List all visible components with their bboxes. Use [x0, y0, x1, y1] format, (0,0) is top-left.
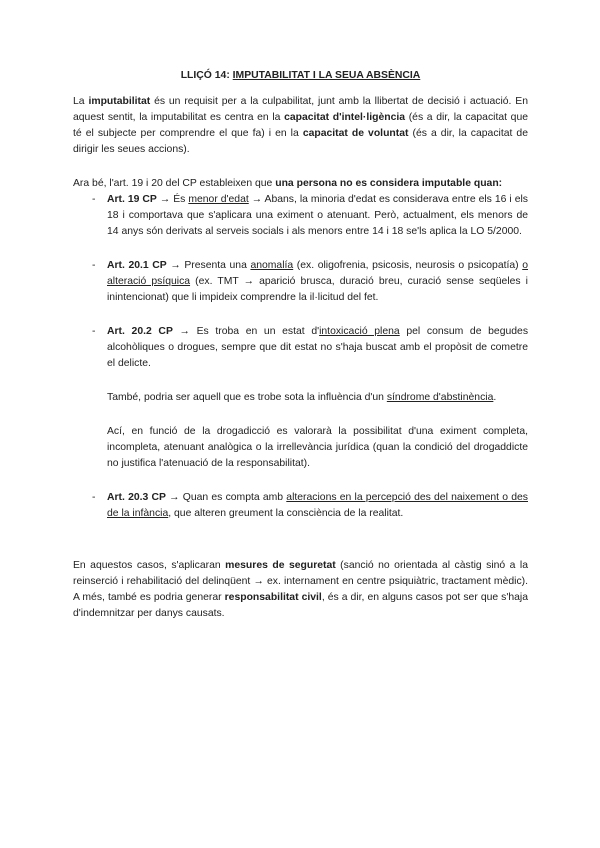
art20-3-text-2: , que alteren greument la consciència de la realitat.: [168, 508, 404, 519]
intro-text-4: (és a dir, la capacitat de dirigir les seues accions).: [73, 128, 528, 155]
final-paragraph: [73, 558, 528, 622]
intro-paragraph: [73, 94, 528, 158]
article-list-2: [73, 490, 528, 522]
list-item-art20-2: [73, 324, 528, 372]
document-page: [73, 68, 528, 622]
list-dash: -: [92, 194, 96, 205]
final-bold-mesures: mesures de seguretat: [225, 560, 336, 571]
art20-3-label: Art. 20.3 CP: [107, 492, 166, 503]
intro-bold-voluntat: capacitat de voluntat: [302, 128, 409, 139]
ara-bold: una persona no es considera imputable quan:: [275, 178, 503, 189]
art20-2-text-1: → Es troba en un estat d': [172, 326, 320, 337]
final-bold-responsabilitat: responsabilitat civil: [224, 592, 322, 603]
intro-text-3: (és a dir, la capacitat que té el subjecte per comprendre el que fa) i en la: [73, 112, 528, 139]
art19-underline: menor d'edat: [188, 194, 249, 205]
intro-text-2: és un requisit per a la culpabilitat, junt amb la llibertat de decisió i actuació. En aquest sentit, la imputabilitat es centra en la: [73, 96, 529, 123]
tambe-text-1: També, podria ser aquell que es trobe sota la influència d'un: [107, 392, 387, 403]
art20-1-text-1: → Presenta una: [166, 260, 251, 271]
list-item-art20-1: [73, 258, 528, 306]
title-prefix: LLIÇÓ 14:: [180, 70, 233, 81]
art20-2-text-2: pel consum de begudes alcohòliques o drogues, sempre que dit estat no s'haja buscat amb el propòsit de cometre el delicte.: [107, 326, 529, 369]
ara-paragraph: [73, 176, 528, 192]
tambe-underline: síndrome d'abstinència: [386, 392, 494, 403]
article-list: [73, 192, 528, 372]
art20-1-text-3: (ex. TMT → aparició brusca, duració breu, curació sense seqüeles i inintencionat) que li impideix comprendre la il·licitud del fet.: [107, 276, 528, 303]
list-item-art19: [73, 192, 528, 240]
final-text-2: (sanció no orientada al càstig sinó a la reinserció i rehabilitació del delinqüent → ex. internament en centre psiquiàtric, tractament mèdic). A més, també es podria generar: [73, 560, 528, 603]
art20-1-text-2: (ex. oligofrenia, psicosis, neurosis o psicopatía): [293, 260, 523, 271]
list-dash: -: [92, 260, 96, 271]
art20-2-underline: intoxicació plena: [319, 326, 400, 337]
art20-1-underline-1: anomalía: [250, 260, 294, 271]
art20-1-label: Art. 20.1 CP: [107, 260, 167, 271]
final-text-1: En aquestos casos, s'aplicaran: [73, 560, 226, 571]
art19-text-1: → És: [156, 194, 189, 205]
list-dash: -: [92, 326, 96, 337]
art20-3-text-1: → Quan es compta amb: [165, 492, 287, 503]
art19-label: Art. 19 CP: [107, 194, 157, 205]
page-title: [73, 68, 528, 84]
intro-bold-intelligencia: capacitat d'intel·ligència: [284, 112, 406, 123]
ara-text-1: Ara bé, l'art. 19 i 20 del CP estableixen que: [73, 178, 276, 189]
title-main: IMPUTABILITAT I LA SEUA ABSÈNCIA: [232, 70, 421, 81]
final-text-3: , és a dir, en alguns casos pot ser que s'haja d'indemnitzar per danys causats.: [73, 592, 529, 619]
tambe-text-2: .: [493, 392, 497, 403]
art19-text-2: → Abans, la minoria d'edat es considerava entre els 16 i els 18 i comportava que s'aplicara una eximent o atenuant. Però, actualment, els menors de 14 anys són derivats al serveis socials i als menors entre 14 i 18 se'ls aplica la LO 5/2000.: [107, 194, 528, 237]
list-dash: -: [92, 492, 96, 503]
intro-text-1: La: [73, 96, 89, 107]
list-item-art20-3: [73, 490, 528, 522]
intro-bold-imputabilitat: imputabilitat: [88, 96, 151, 107]
art20-2-label: Art. 20.2 CP: [107, 326, 173, 337]
tambe-paragraph: [73, 390, 528, 406]
aci-paragraph: Ací, en funció de la drogadicció es valorarà la possibilitat d'una eximent completa, incompleta, atenuant analògica o la irrellevància jurídica (quan la condició del drogaddicte no justifica l'atenuació de la responsabilitat).: [107, 426, 528, 469]
art20-3-underline: alteracions en la percepció des del naixement o des de la infància: [107, 492, 528, 519]
art20-1-underline-2: o alteració psíquica: [107, 260, 528, 287]
